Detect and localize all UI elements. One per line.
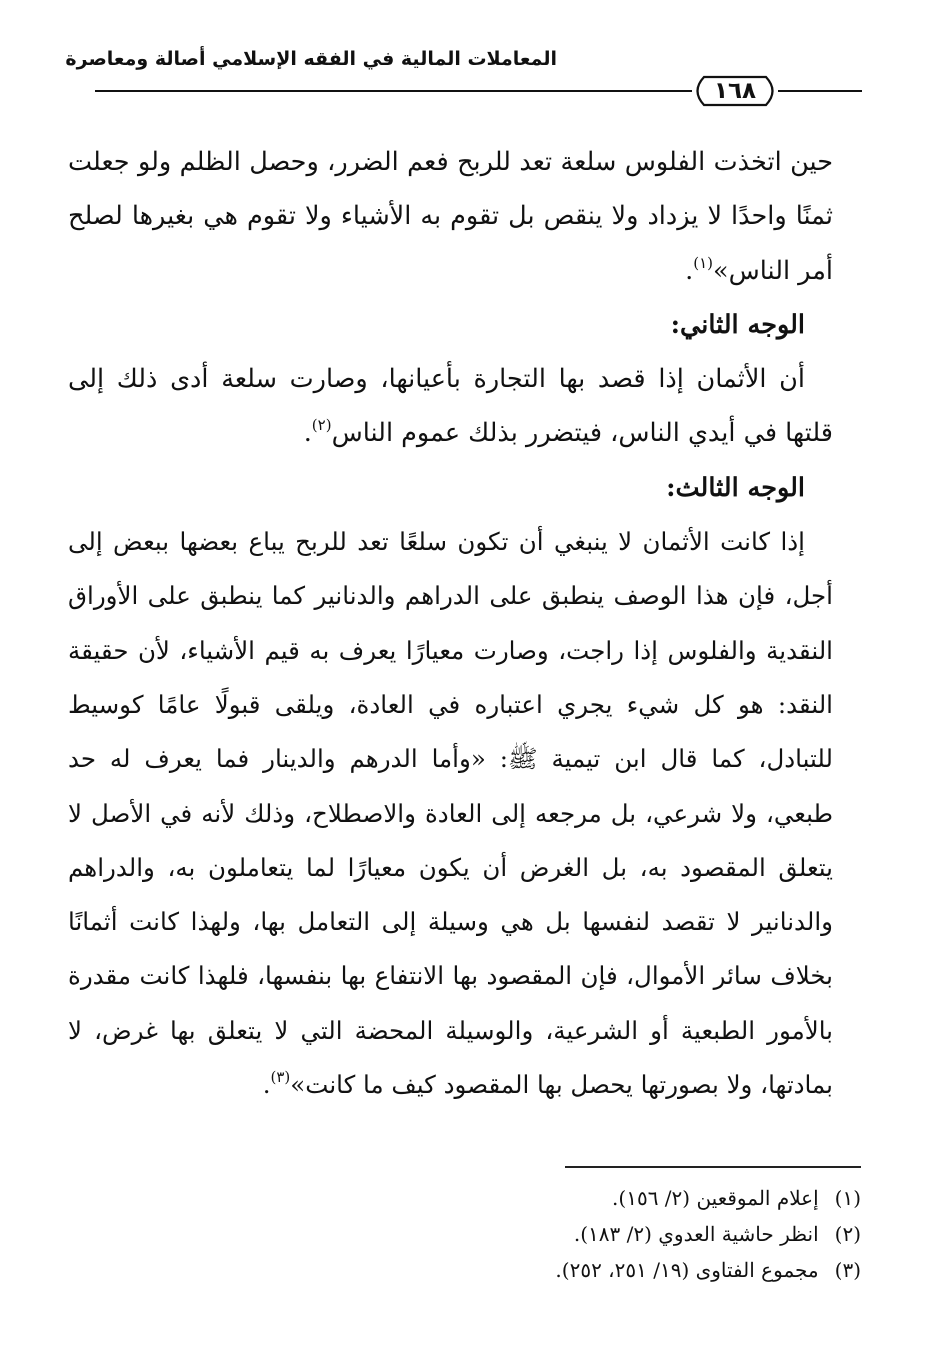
footnote-separator [565,1166,861,1168]
header-rule [0,60,929,120]
paragraph-1-text: حين اتخذت الفلوس سلعة تعد للربح فعم الضرر، وحصل الظلم ولو جعلت ثمنًا واحدًا لا يزداد ولا ينقص بل تقوم به الأشياء ولا تقوم هي بغيرها لصلح أمر الناس» [68,147,833,286]
footnote-ref-2: (٢) [311,416,332,435]
footnote-item [61,1252,861,1288]
footnote-text: إعلام الموقعين (٢/ ١٥٦). [612,1186,819,1210]
footnote-item [61,1180,861,1216]
paragraph-2-end: . [303,418,312,449]
footnote-text: انظر حاشية العدوي (٢/ ١٨٣). [573,1222,819,1246]
paragraph-1-end: . [685,255,694,286]
running-title: المعاملات المالية في الفقه الإسلامي أصالة ومعاصرة [65,48,557,70]
footnote-number: (١) [834,1186,861,1210]
heading-third-aspect: الوجه الثالث: [666,472,805,503]
footnote-text: مجموع الفتاوى (١٩/ ٢٥١، ٢٥٢). [555,1258,819,1282]
footnotes [61,1180,861,1288]
footnote-number: (٣) [834,1258,861,1282]
paragraph-3-text: إذا كانت الأثمان لا ينبغي أن تكون سلعًا تعد للربح يباع بعضها ببعض إلى أجل، فإن هذا الوصف ينطبق على الدراهم والدنانير كما ينطبق على الأوراق النقدية والفلوس إذا راجت، وصارت معيارًا يعرف به قيم الأشياء، لأن حقيقة النقد: هو كل شيء يجري اعتباره في العادة، ويلقى قبولًا عامًا كوسيط للتبادل، كما قال ابن تيمية ﷺ: «وأما الدرهم والدينار فما يعرف له حد طبعي، ولا شرعي، بل مرجعه إلى العادة والاصطلاح، وذلك لأنه في الأصل لا يتعلق المقصود به، بل الغرض أن يكون معيارًا لما يتعاملون به، والدراهم والدنانير لا تقصد لنفسها بل هي وسيلة إلى التعامل بها، ولهذا كانت أثمانًا بخلاف سائر الأموال، فإن المقصود بها الانتفاع بها بنفسها، فلهذا كانت مقدرة بالأمور الطبعية أو الشرعية، والوسيلة المحضة التي لا يتعلق بها غرض، لا بمادتها، ولا بصورتها يحصل بها المقصود كيف ما كانت» [68,527,833,1100]
footnote-ref-1: (١) [693,253,714,272]
paragraph-3 [68,515,833,1112]
footnote-ref-3: (٣) [270,1067,291,1086]
paragraph-3-end: . [262,1070,271,1100]
main-text [68,135,833,1112]
heading-second-aspect: الوجه الثاني: [670,309,805,340]
paragraph-2-text: أن الأثمان إذا قصد بها التجارة بأعيانها، وصارت سلعة أدى ذلك إلى قلتها في أيدي الناس، فيتضرر بذلك عموم الناس [68,364,833,449]
footnote-number: (٢) [834,1222,861,1246]
page-number: ١٦٨ [713,78,757,104]
paragraph-1 [68,135,833,298]
paragraph-2 [68,352,833,461]
footnote-item [61,1216,861,1252]
